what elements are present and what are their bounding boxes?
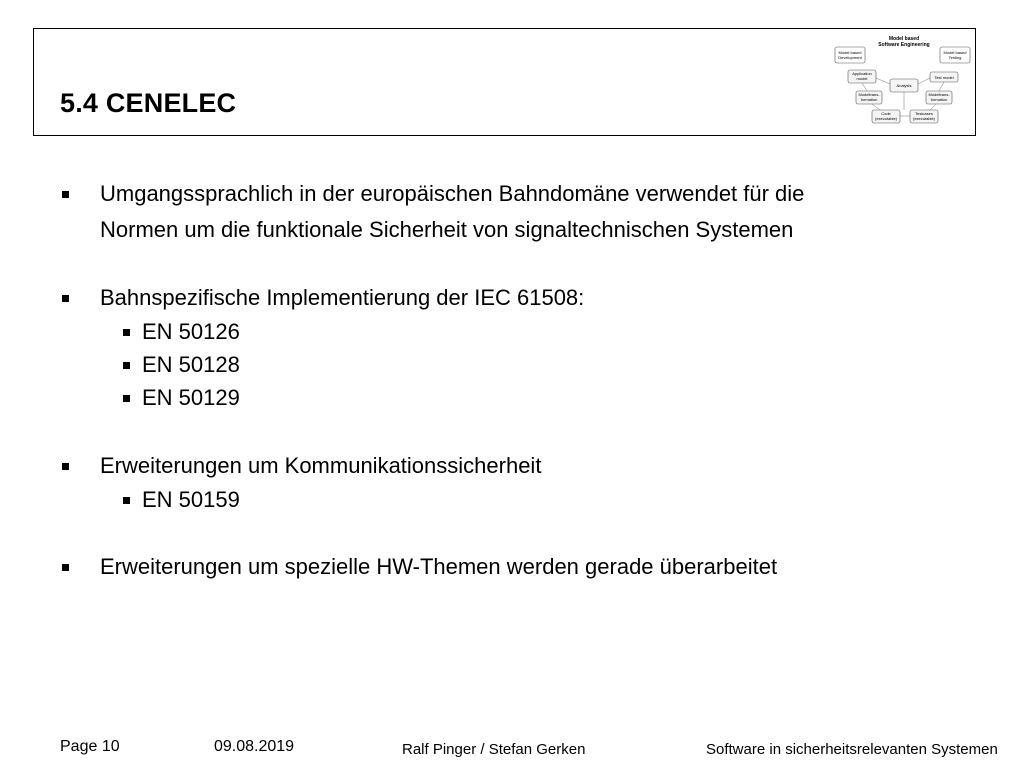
diagram-analysis: Analysis: [896, 83, 912, 88]
diagram-title-line2: Software Engineering: [878, 42, 930, 48]
bullet-square-icon: [123, 395, 130, 402]
diagram-app-line2: model: [856, 76, 868, 81]
sub-bullet-en50126: [142, 314, 240, 350]
sub-bullet-en50129: [142, 380, 240, 416]
footer-course: Software in sicherheitsrelevanten Systemen: [706, 741, 998, 758]
sub-bullet-text: EN 50128: [142, 352, 240, 377]
diagram-title-line1: Model based: [888, 36, 920, 42]
bullet-hw-themen: [100, 549, 777, 585]
sub-bullet-text: EN 50126: [142, 319, 240, 344]
diagram-app-line1: Application: [852, 71, 872, 76]
bullet-square-icon: [62, 191, 69, 198]
bullet-square-icon: [123, 497, 130, 504]
diagram-testing-line2: Testing: [948, 55, 962, 60]
diagram-dev-line2: Development: [838, 55, 862, 60]
diagram-testcases-line2: (executable): [912, 116, 936, 121]
bullet-square-icon: [62, 564, 69, 571]
diagram-dev-line1: Model based: [838, 50, 862, 55]
diagram-trans-left-line2: formation: [860, 97, 878, 102]
bullet-kommunikation: [100, 448, 541, 484]
footer-authors: Ralf Pinger / Stefan Gerken: [402, 741, 586, 758]
diagram-testing-line1: Model based: [943, 50, 967, 55]
bullet-square-icon: [62, 463, 69, 470]
diagram-test-model: Test model: [934, 75, 954, 80]
sub-bullet-en50159: [142, 482, 240, 518]
sub-bullet-text: EN 50129: [142, 385, 240, 410]
sub-bullet-en50128: [142, 347, 240, 383]
footer-date: 09.08.2019: [214, 738, 295, 755]
diagram-trans-right-line1: Modeltrans-: [928, 92, 950, 97]
bullet-text: Bahnspezifische Implementierung der IEC 61508:: [100, 285, 585, 310]
bullet-square-icon: [62, 295, 69, 302]
bullet-text: Erweiterungen um Kommunikationssicherheit: [100, 453, 542, 478]
bullet-bahnspezifisch: [100, 280, 584, 316]
bullet-square-icon: [123, 329, 130, 336]
diagram-trans-left-line1: Modeltrans-: [858, 92, 880, 97]
bullet-text-line1: Umgangssprachlich in der europäischen Bahndomäne verwendet für die: [100, 181, 805, 206]
diagram-testcases-line1: Testcases: [915, 111, 933, 116]
bullet-umgangssprachlich-cont: [100, 212, 793, 248]
mbse-diagram: [832, 33, 976, 131]
diagram-code-line2: (executable): [874, 116, 898, 121]
page-title: 5.4 CENELEC: [60, 88, 237, 118]
diagram-code-line1: Code: [881, 111, 891, 116]
bullet-text: Erweiterungen um spezielle HW-Themen werden gerade überarbeitet: [100, 554, 778, 579]
sub-bullet-text: EN 50159: [142, 487, 240, 512]
bullet-square-icon: [123, 362, 130, 369]
bullet-text-line2: Normen um die funktionale Sicherheit von signaltechnischen Systemen: [100, 217, 794, 242]
bullet-umgangssprachlich: [100, 176, 804, 212]
diagram-trans-right-line2: formation: [930, 97, 948, 102]
footer-page: Page 10: [60, 738, 120, 755]
